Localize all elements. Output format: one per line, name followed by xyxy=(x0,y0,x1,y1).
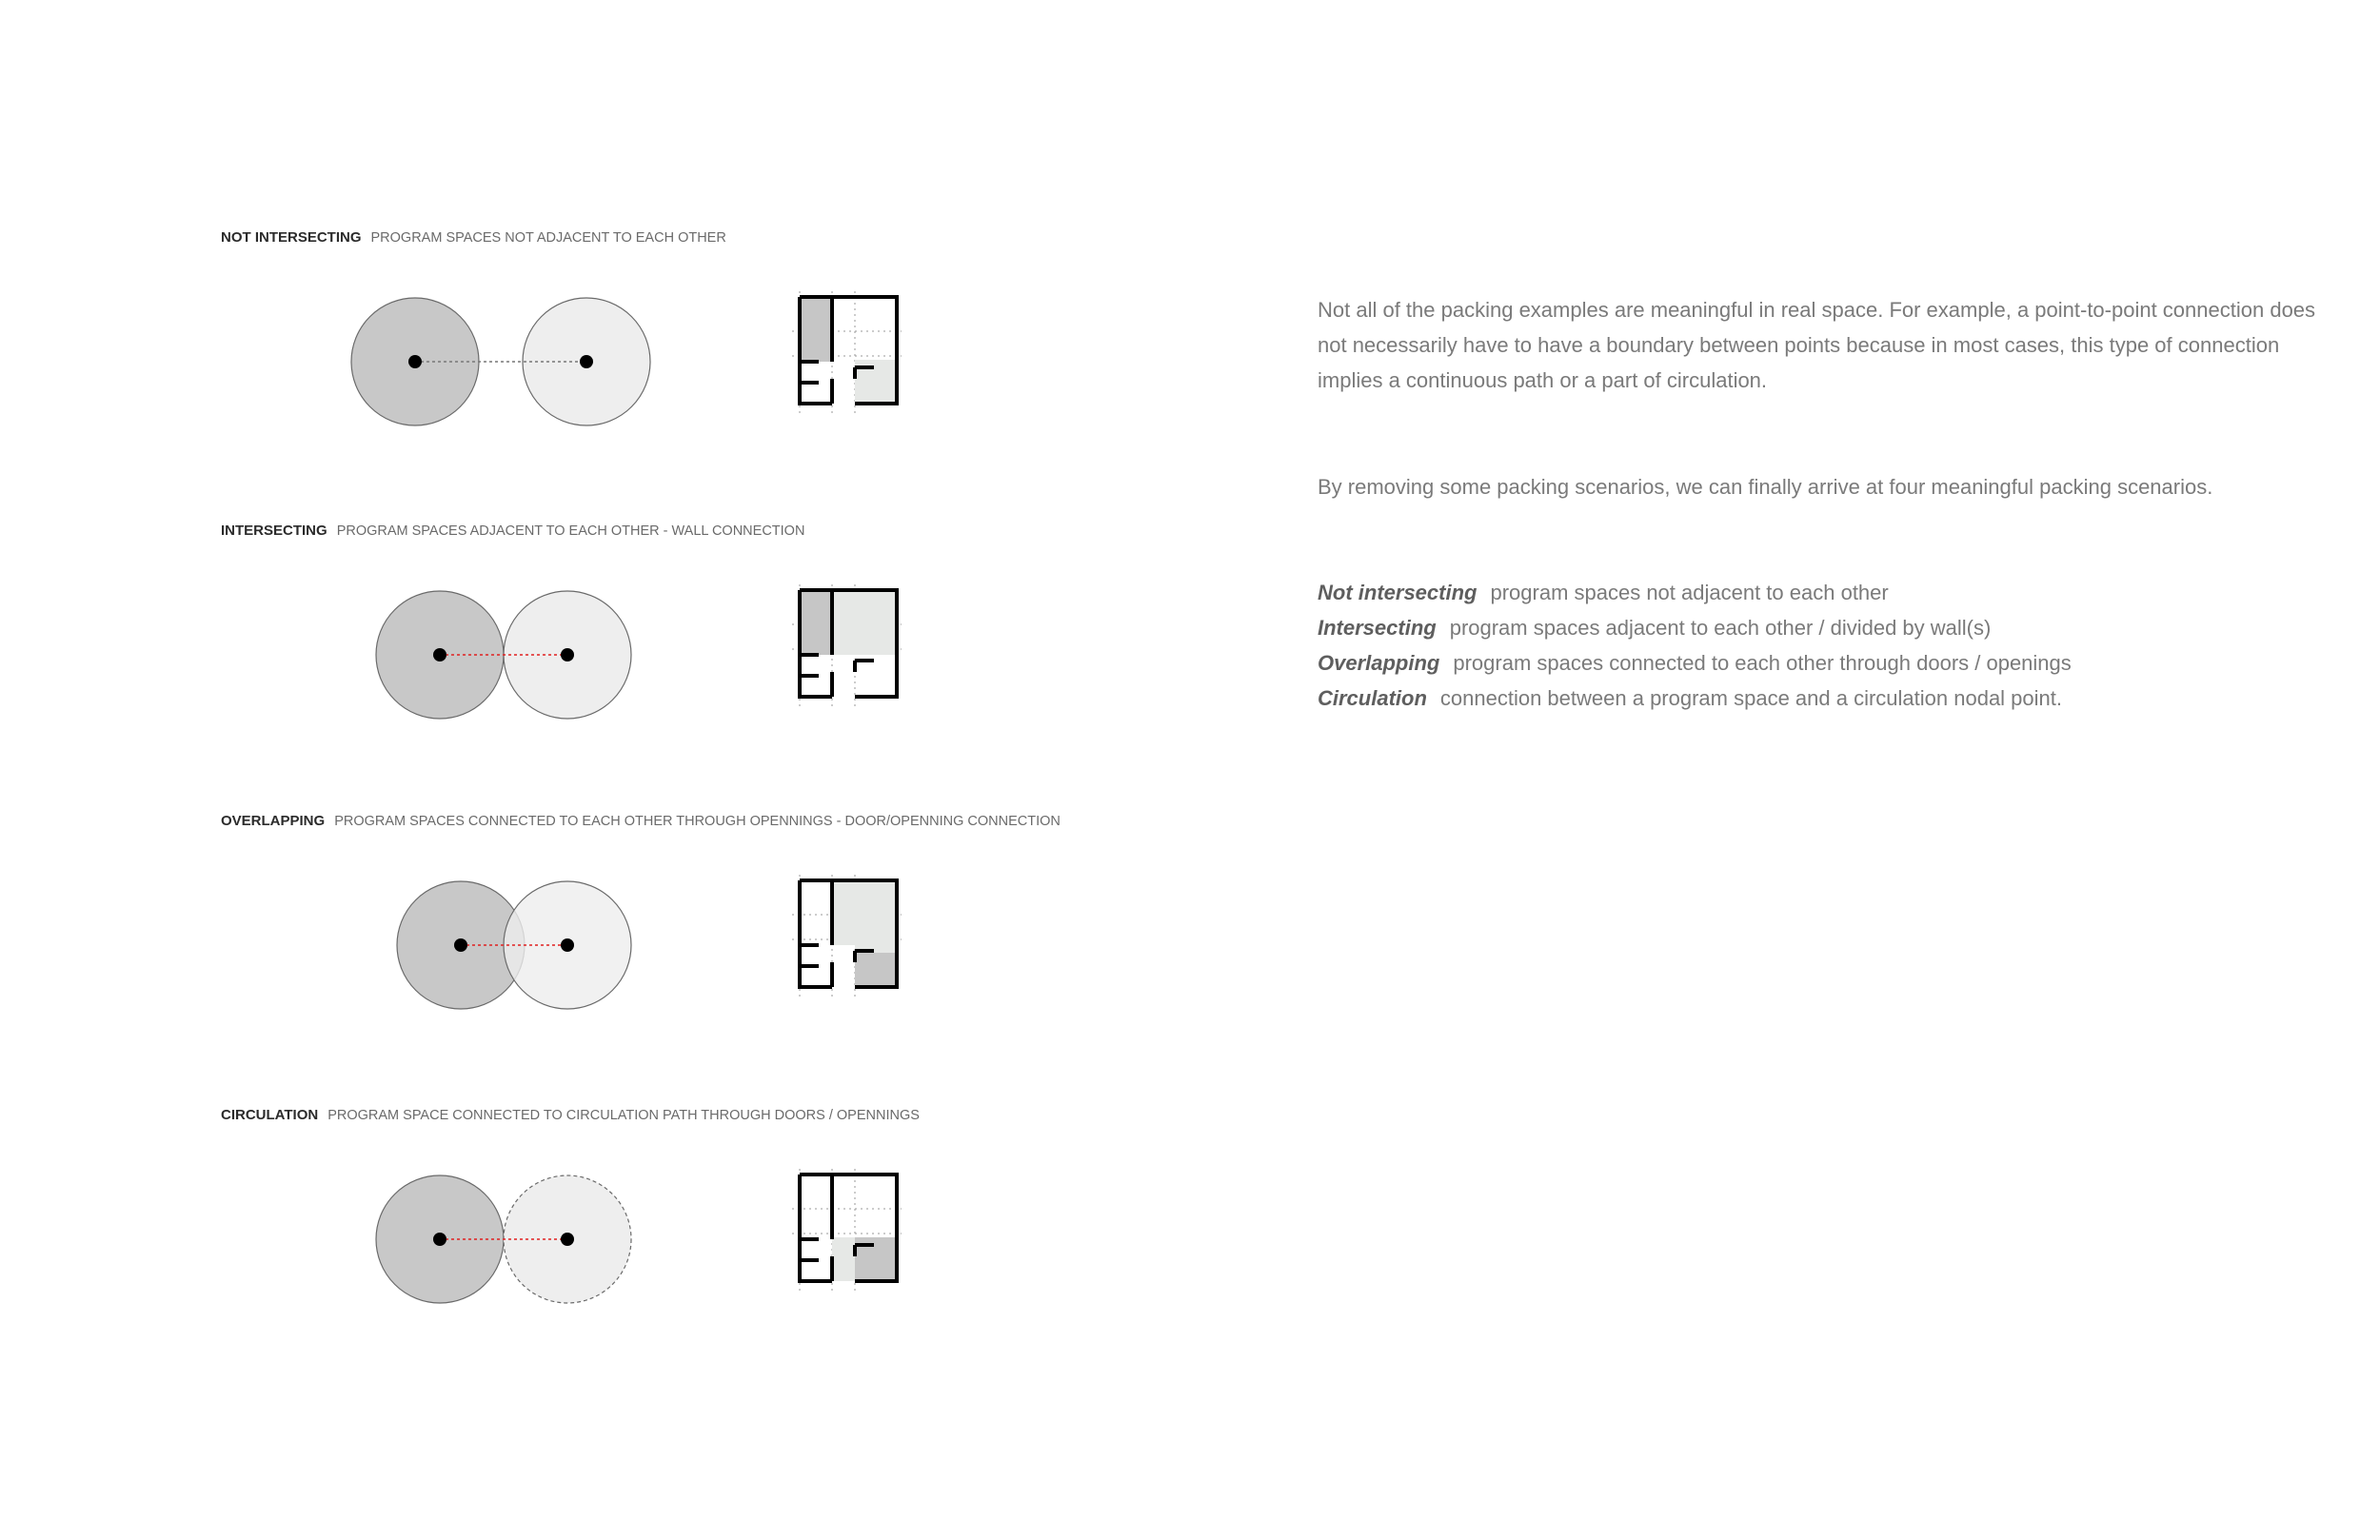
node-point xyxy=(433,1233,446,1246)
bubble-diagram xyxy=(221,850,754,1040)
bubble-diagram xyxy=(221,1144,754,1334)
legend-term: Intersecting xyxy=(1318,616,1437,640)
scenario-title xyxy=(221,812,1061,831)
node-point xyxy=(580,355,593,368)
scenario-not-intersecting xyxy=(221,228,1078,495)
bubble-diagram xyxy=(221,560,754,750)
legend-term: Not intersecting xyxy=(1318,581,1478,604)
floor-plan xyxy=(792,267,1173,457)
scenario-title xyxy=(221,522,804,541)
legend-item xyxy=(1318,610,2327,645)
scenario-legend xyxy=(1318,575,2327,716)
intro-paragraph: Not all of the packing examples are meaningful in real space. For example, a point-to-point connection does not necessarily have to have a boundary between points because in most cases, this type of connection implies a continuous path or a part of circulation. xyxy=(1318,298,2316,392)
scenario-term: INTERSECTING xyxy=(221,523,327,539)
legend-term: Overlapping xyxy=(1318,651,1440,675)
scenario-term: CIRCULATION xyxy=(221,1107,319,1123)
floor-plan xyxy=(792,1144,1173,1334)
floor-plan xyxy=(792,850,1173,1040)
scenario-circulation xyxy=(221,1106,1078,1372)
node-point xyxy=(561,938,574,952)
scenario-overlapping xyxy=(221,812,1078,1078)
scenario-term: NOT INTERSECTING xyxy=(221,229,362,246)
scenario-description: PROGRAM SPACES ADJACENT TO EACH OTHER - WALL CONNECTION xyxy=(336,523,805,539)
room-fill-dark xyxy=(800,590,832,655)
legend-description: program spaces connected to each other through doors / openings xyxy=(1453,651,2072,675)
legend-description: program spaces not adjacent to each other xyxy=(1490,581,1889,604)
room-fill-light xyxy=(832,1237,855,1281)
scenario-description: PROGRAM SPACES NOT ADJACENT TO EACH OTHER xyxy=(370,230,726,246)
node-point xyxy=(433,648,446,661)
scenario-intersecting xyxy=(221,522,1078,788)
node-point xyxy=(561,648,574,661)
legend-item xyxy=(1318,681,2327,716)
bubble-diagram xyxy=(221,267,754,457)
node-point xyxy=(408,355,422,368)
room-fill-light xyxy=(832,880,897,945)
scenario-title xyxy=(221,228,726,247)
room-fill-dark xyxy=(855,953,897,987)
node-point xyxy=(454,938,467,952)
legend-item xyxy=(1318,575,2327,610)
legend-description: connection between a program space and a circulation nodal point. xyxy=(1439,686,2062,710)
legend-term: Circulation xyxy=(1318,686,1427,710)
summary-paragraph: By removing some packing scenarios, we can finally arrive at four meaningful packing scenarios. xyxy=(1318,475,2213,499)
floor-plan xyxy=(792,560,1173,750)
room-fill-light xyxy=(832,590,897,655)
scenario-description: PROGRAM SPACES CONNECTED TO EACH OTHER THROUGH OPENNINGS - DOOR/OPENNING CONNECTION xyxy=(334,814,1061,829)
node-point xyxy=(561,1233,574,1246)
scenario-title xyxy=(221,1106,920,1125)
room-fill-dark xyxy=(800,297,832,362)
scenario-description: PROGRAM SPACE CONNECTED TO CIRCULATION PATH THROUGH DOORS / OPENNINGS xyxy=(327,1108,920,1123)
legend-item xyxy=(1318,645,2327,681)
legend-description: program spaces adjacent to each other / divided by wall(s) xyxy=(1449,616,1992,640)
scenario-term: OVERLAPPING xyxy=(221,813,326,829)
